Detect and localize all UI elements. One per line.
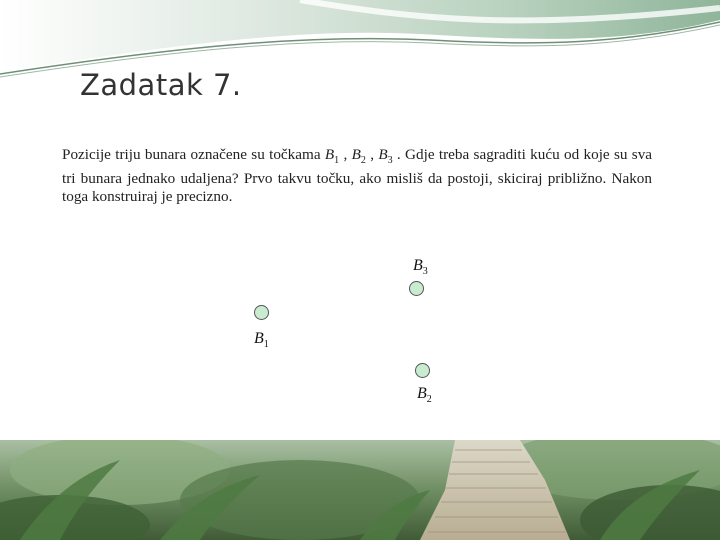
separator: , [339,146,352,163]
inline-point-sub: 2 [360,155,366,167]
well-label-sub: 3 [422,266,428,278]
inline-point-letter: B [324,146,335,163]
inline-point-b2 [351,146,366,167]
well-point-b2 [415,363,430,378]
inline-point-sub: 3 [387,155,393,167]
well-label-b2 [417,385,432,405]
separator: . [392,146,401,163]
well-label-letter: B [413,257,423,274]
inline-point-b1 [324,146,340,167]
well-label-b3 [413,257,428,277]
well-label-sub: 2 [426,394,432,406]
well-label-letter: B [417,385,427,402]
inline-point-letter: B [378,146,388,163]
separator: , [365,146,379,163]
task-text-part1: Pozicije triju bunara označene su točkama [62,146,325,163]
well-label-b1 [254,330,269,350]
well-label-sub: 1 [263,339,269,351]
forest-path-image [0,440,720,540]
well-label-letter: B [254,330,264,347]
inline-point-sub: 1 [334,155,340,167]
well-point-b1 [254,305,269,320]
task-text-part2: Gdje treba sagraditi kuću od koje su sva tri bunara jednako udaljena? Prvo takvu točku, ako misliš da postoji, skiciraj približno. Nakon toga konstruiraj je precizno. [62,146,653,206]
well-point-b3 [409,281,424,296]
task-text [62,146,652,206]
inline-point-b3 [378,146,393,167]
slide-title: Zadatak 7. [80,68,242,102]
inline-point-letter: B [351,146,361,163]
